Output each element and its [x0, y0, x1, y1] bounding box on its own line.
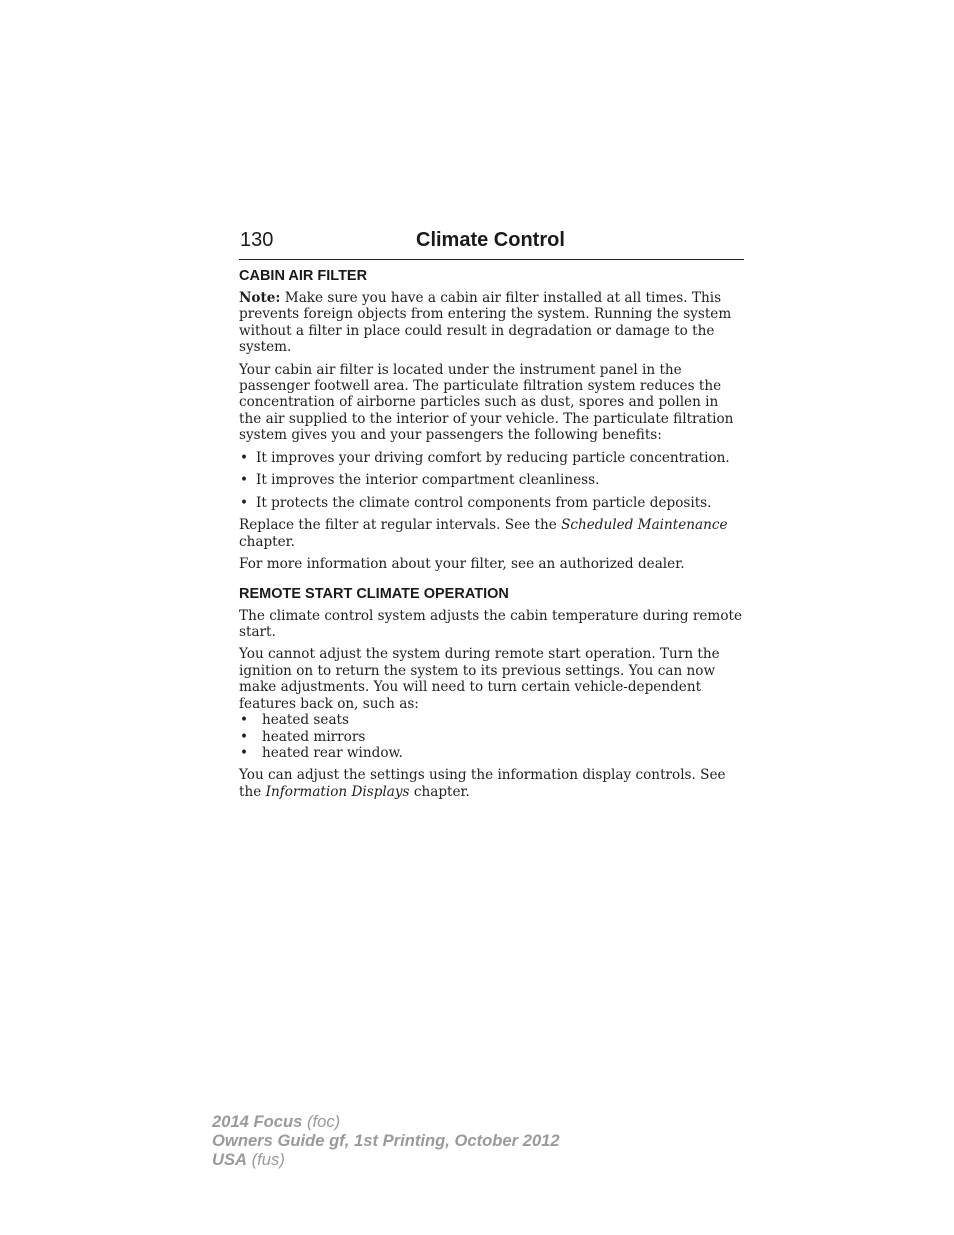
remote-start-paragraph-1: The climate control system adjusts the cabin temperature during remote start. [239, 607, 743, 641]
features-list [239, 712, 744, 761]
list-item: • It protects the climate control components from particle deposits. [239, 495, 744, 511]
remote-start-paragraph-2: You cannot adjust the system during remote start operation. Turn the ignition on to return the system to its previous settings. You can now make adjustments. You will need to turn certain vehicle-dependent features back on, such as: [239, 646, 720, 712]
chapter-title: Climate Control [416, 229, 565, 251]
section-heading-remote-start: REMOTE START CLIMATE OPERATION [239, 585, 509, 602]
footer-region-code: (fus) [247, 1150, 285, 1169]
page-content [239, 267, 744, 806]
adjust-settings-paragraph [239, 767, 744, 800]
replace-filter-paragraph [239, 517, 744, 550]
list-item: • It improves your driving comfort by reducing particle concentration. [239, 450, 744, 466]
list-item: • heated mirrors [239, 729, 744, 745]
page-number: 130 [240, 229, 274, 251]
benefits-list [239, 450, 744, 512]
filter-location-paragraph: Your cabin air filter is located under the instrument panel in the passenger footwell area. The particulate filtration system reduces the concentration of airborne particles such as dust, spores and pollen in the air supplied to the interior of your vehicle. The particulate filtration system gives you and your passengers the following benefits: [239, 361, 734, 444]
replace-text-end: chapter. [239, 533, 296, 550]
adjust-text-end: chapter. [409, 783, 470, 800]
footer-region: USA [212, 1150, 248, 1169]
note-paragraph [239, 290, 744, 356]
page-header [239, 228, 744, 260]
adjust-text: You can adjust the settings using the information display controls. See the [239, 767, 726, 800]
note-label: Note: [239, 290, 281, 306]
replace-text: Replace the filter at regular intervals. See the [239, 517, 562, 534]
footer-region-line [212, 1150, 560, 1169]
information-displays-reference: Information Displays [265, 783, 410, 800]
footer-model-code: (foc) [302, 1112, 341, 1131]
list-item: • heated rear window. [239, 745, 744, 761]
footer-guide-line: Owners Guide gf, 1st Printing, October 2012 [212, 1131, 560, 1150]
list-item: • heated seats [239, 712, 744, 728]
footer-model-line [212, 1112, 560, 1131]
more-info-paragraph: For more information about your filter, see an authorized dealer. [239, 556, 685, 573]
page-footer [212, 1112, 560, 1169]
note-text: Make sure you have a cabin air filter installed at all times. This prevents foreign objects from entering the system. Running the system without a filter in place could result in degradation or damage to the system. [239, 290, 732, 356]
list-item: • It improves the interior compartment cleanliness. [239, 472, 744, 488]
footer-model: 2014 Focus [212, 1112, 303, 1131]
section-heading-cabin-air-filter: CABIN AIR FILTER [239, 268, 368, 284]
cabin-air-filter-section [239, 267, 744, 573]
scheduled-maintenance-reference: Scheduled Maintenance [561, 517, 728, 534]
remote-start-section [239, 585, 744, 800]
